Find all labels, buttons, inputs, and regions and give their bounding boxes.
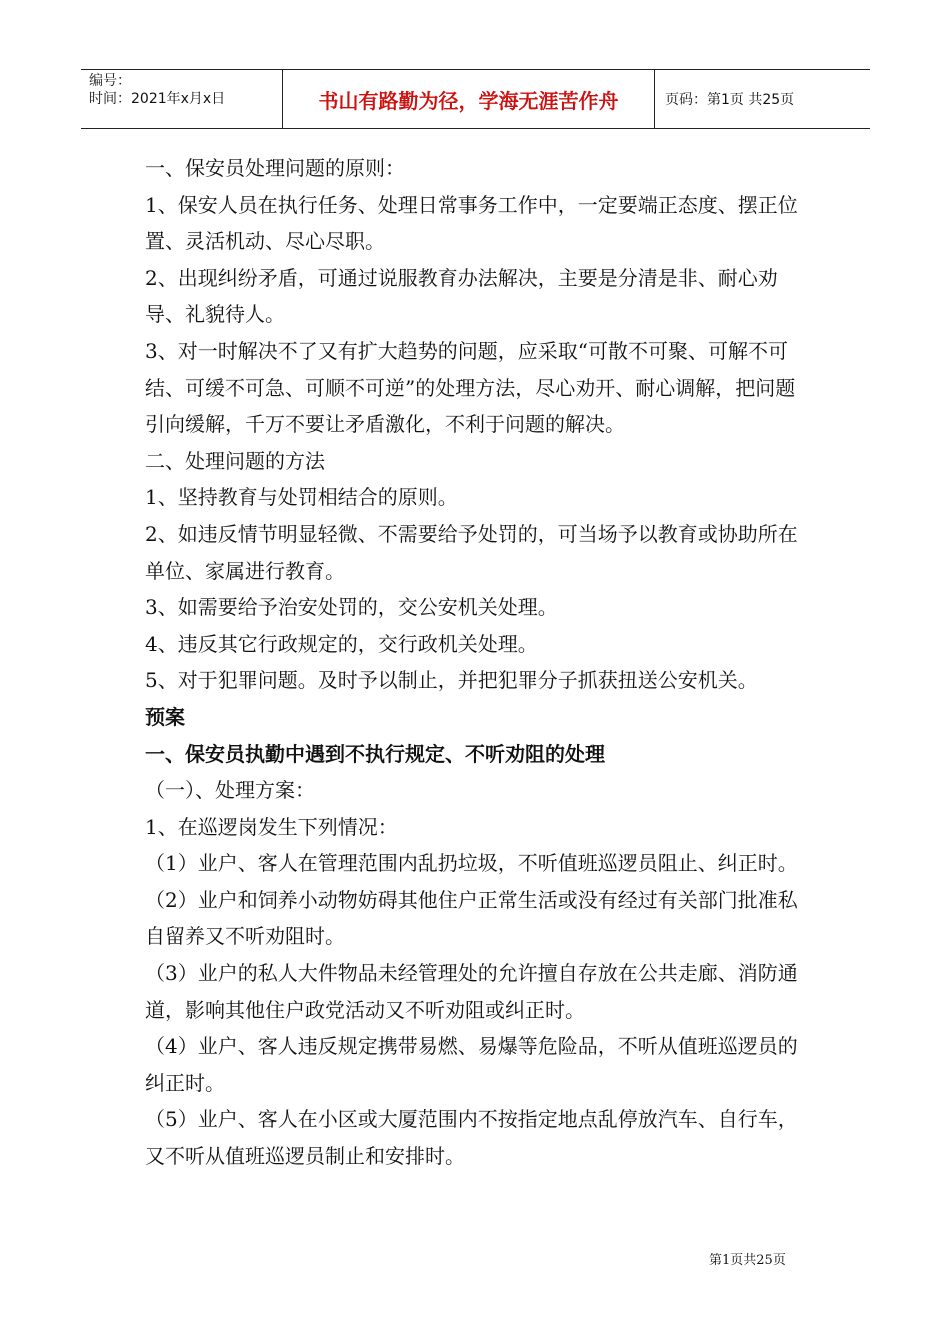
paragraph: 一、保安员处理问题的原则： bbox=[145, 156, 405, 180]
paragraph: 1、在巡逻岗发生下列情况： bbox=[145, 814, 398, 839]
document-date: 时间：2021年x月x日 bbox=[89, 91, 226, 107]
paragraph: 二、处理问题的方法 bbox=[145, 448, 325, 473]
header-page-info: 页码：第1页 共25页 bbox=[665, 92, 795, 108]
header-meta bbox=[81, 70, 283, 128]
header-motto: 书山有路勤为径，学海无涯苦作舟 bbox=[283, 70, 655, 128]
paragraph: 2、如违反情节明显轻微、不需要给予处罚的，可当场予以教育或协助所在单位、家属进行教育。 bbox=[145, 521, 798, 583]
page-header bbox=[81, 69, 870, 129]
paragraph: （2）业户和饲养小动物妨碍其他住户正常生活或没有经过有关部门批准私自留养又不听劝阻时。 bbox=[145, 887, 798, 949]
paragraph: （1）业户、客人在管理范围内乱扔垃圾，不听值班巡逻员阻止、纠正时。 bbox=[145, 851, 798, 876]
document-number-label: 编号： bbox=[89, 73, 131, 89]
paragraph: 5、对于犯罪问题。及时予以制止，并把犯罪分子抓获扭送公安机关。 bbox=[145, 668, 758, 693]
section-heading: 预案 bbox=[145, 704, 185, 729]
paragraph: 3、对一时解决不了又有扩大趋势的问题，应采取“可散不可聚、可解不可结、可缓不可急、可顺不可逆”的处理方法，尽心劝开、耐心调解，把问题引向缓解，千万不要让矛盾激化，不利于问题的解决。 bbox=[145, 338, 796, 437]
paragraph: 2、出现纠纷矛盾，可通过说服教育办法解决，主要是分清是非、耐心劝导、礼貌待人。 bbox=[145, 265, 778, 327]
section-heading: 一、保安员执勤中遇到不执行规定、不听劝阻的处理 bbox=[145, 741, 605, 766]
paragraph: 1、坚持教育与处罚相结合的原则。 bbox=[145, 485, 458, 510]
paragraph: （一）、处理方案： bbox=[145, 778, 315, 803]
paragraph: （3）业户的私人大件物品未经管理处的允许擅自存放在公共走廊、消防通道，影响其他住户政党活动又不听劝阻或纠正时。 bbox=[145, 961, 798, 1022]
paragraph: 1、保安人员在执行任务、处理日常事务工作中，一定要端正态度、摆正位置、灵活机动、尽心尽职。 bbox=[145, 192, 798, 254]
document-body bbox=[145, 150, 815, 1175]
paragraph: 4、违反其它行政规定的，交行政机关处理。 bbox=[145, 631, 538, 656]
paragraph: 3、如需要给予治安处罚的，交公安机关处理。 bbox=[145, 595, 558, 620]
paragraph: （5）业户、客人在小区或大厦范围内不按指定地点乱停放汽车、自行车，又不听从值班巡逻员制止和安排时。 bbox=[145, 1107, 798, 1169]
paragraph: （4）业户、客人违反规定携带易燃、易爆等危险品，不听从值班巡逻员的纠正时。 bbox=[145, 1034, 798, 1095]
page-footer: 第1页共25页 bbox=[709, 1253, 786, 1268]
